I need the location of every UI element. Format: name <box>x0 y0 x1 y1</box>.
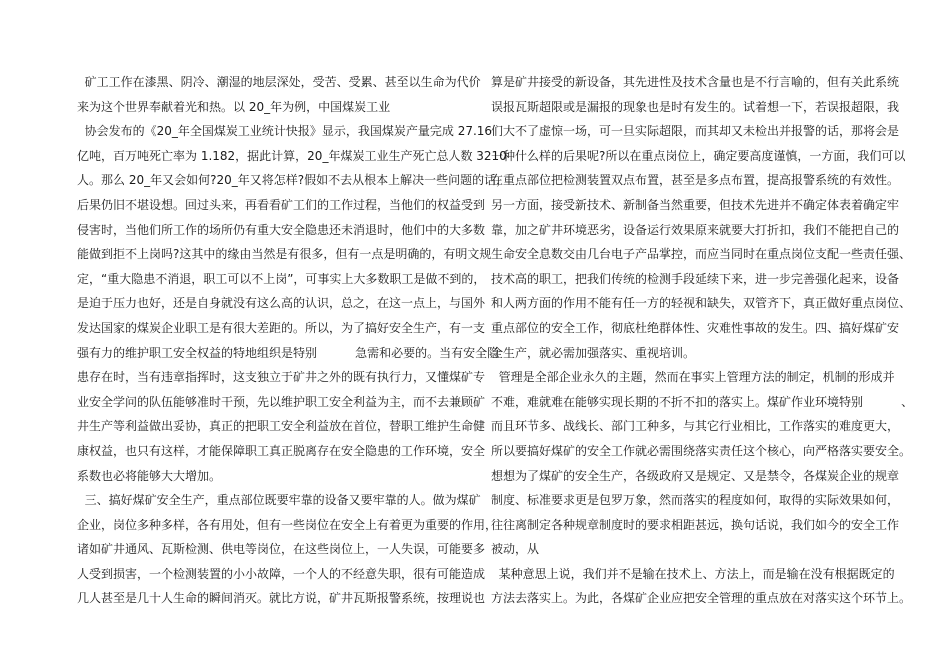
text-line: 是迫于压力也好，还是自身就没有这么高的认识，总之，在这一点上，与国外 <box>77 296 486 311</box>
text-line: 来为这个世界奉献着光和热。以 20_年为例，中国煤炭工业 <box>77 99 391 114</box>
text-line: 人受到损害，一个检测装置的小小故障，一个人的不经意失职，很有可能造成 <box>77 566 486 581</box>
text-line: 人。那么 20_年又会如何?20_年又将怎样?假如不去从根本上解决一些问题的话， <box>77 173 509 188</box>
right-text-column <box>491 70 914 611</box>
text-line: 矿工工作在漆黑、阴冷、潮湿的地层深处，受苦、受累、甚至以生命为代价 <box>77 75 481 89</box>
left-text-column <box>77 70 509 611</box>
text-line: 三、搞好煤矿安全生产，重点部位既要牢靠的设备又要牢靠的人。做为煤矿 <box>77 493 481 508</box>
text-line: 靠，加之矿井环境恶劣，设备运行效果原来就要大打折扣，我们不能把自己的 <box>491 222 900 237</box>
text-line: 一种什么样的后果呢?所以在重点岗位上，确定要高度谨慎，一方面，我们可以 <box>491 148 906 163</box>
text-line: 所以要搞好煤矿的安全工作就必需围绕落实责任这个核心，向严格落实要安全。 <box>491 443 912 458</box>
text-line: 定，“重大隐患不消退，职工可以不上岗”，可事实上大多数职工是做不到的， <box>77 271 486 286</box>
text-line: 业安全学问的队伍能够准时干预，先以维护职工安全利益为主，而不去兼顾矿 <box>77 394 486 409</box>
text-line: 管理是全部企业永久的主题，然而在事实上管理方法的制定，机制的形成并 <box>491 370 895 385</box>
text-line: 诸如矿井通风、瓦斯检测、供电等岗位，在这些岗位上，一人失误，可能要多 <box>77 542 486 557</box>
text-line: 不难，难就难在能够实现长期的不折不扣的落实上。煤矿作业环境特别 、 <box>491 394 914 409</box>
text-line: 技术高的职工，把我们传统的检测手段延续下来，进一步完善强化起来，设备 <box>491 271 900 286</box>
text-line: 想想为了煤矿的安全生产，各级政府又是规定、又是禁令，各煤炭企业的规章 <box>491 468 900 483</box>
text-line: 系数也必将能够大大增加。 <box>77 468 222 483</box>
text-line: 某种意思上说，我们并不是输在技术上、方法上，而是输在没有根据既定的 <box>491 566 895 581</box>
text-line: 误报瓦斯超限或是漏报的现象也是时有发生的。试着想一下，若误报超限，我 <box>491 99 900 114</box>
text-line: 侵害时，当他们所工作的场所仍有重大安全隐患还未消退时，他们中的大多数 <box>77 222 486 237</box>
text-line: 被动，从 <box>491 542 540 557</box>
text-line: 发达国家的煤炭企业职工是有很大差距的。所以，为了搞好安全生产，有一支 <box>77 320 486 335</box>
text-line: 几人甚至是几十人生命的瞬间消灭。就比方说，矿井瓦斯报警系统，按理说也 <box>77 591 486 606</box>
text-line: 能做到拒不上岗吗?这其中的缘由当然是有很多，但有一点是明确的，有明文规 <box>77 247 492 262</box>
text-line: 方法去落实上。为此，各煤矿企业应把安全管理的重点放在对落实这个环节上。 <box>491 591 912 606</box>
text-line: 往往离制定各种规章制度时的要求相距甚远，换句话说，我们如今的安全工作 <box>491 517 900 532</box>
text-line: 另一方面，接受新技术、新制备当然重要，但技术先进并不确定体表着确定牢 <box>491 197 900 212</box>
text-line: 生命安全息数交由几台电子产品掌控，而应当同时在重点岗位支配一些责任强、 <box>491 247 912 262</box>
text-line: 制度、标准要求更是包罗万象，然而落实的程度如何，取得的实际效果如何， <box>491 493 900 508</box>
text-line: 们大不了虚惊一场，可一旦实际超限，而其却又未检出并报警的话，那将会是 <box>491 124 900 139</box>
text-line: 后果仍旧不堪设想。回过头来，再看看矿工们的工作过程，当他们的权益受到 <box>77 197 486 212</box>
text-line: 而且环节多、战线长、部门工种多，与其它行业相比，工作落实的难度更大， <box>491 419 900 434</box>
text-line: 亿吨，百万吨死亡率为 1.182，据此计算，20_年煤炭工业生产死亡总人数 3210 <box>77 148 507 163</box>
text-line: 康权益，也只有这样，才能保障职工真正脱离存在安全隐患的工作环境，安全 <box>77 443 486 458</box>
text-line: 强有力的维护职工安全权益的特地组织是特别 急需和必要的。当有安全隐 <box>77 345 500 360</box>
text-line: 井生产等利益做出妥协，真正的把职工安全利益放在首位，替职工维护生命健 <box>77 419 486 434</box>
text-line: 协会发布的《20_年全国煤炭工业统计快报》显示，我国煤炭产量完成 27.16 <box>77 124 493 139</box>
text-line: 患存在时，当有违章指挥时，这支独立于矿井之外的既有执行力，又懂煤矿专 <box>77 370 486 385</box>
text-line: 算是矿井接受的新设备，其先进性及技术含量也是不行言喻的，但有关此系统 <box>491 75 900 89</box>
text-line: 和人两方面的作用不能有任一方的轻视和缺失，双管齐下，真正做好重点岗位、 <box>491 296 912 311</box>
text-line: 全生产，就必需加强落实、重视培训。 <box>491 345 696 360</box>
text-line: 在重点部位把检测装置双点布置，甚至是多点布置，提高报警系统的有效性。 <box>491 173 900 188</box>
text-line: 重点部位的安全工作，彻底杜绝群体性、灾难性事故的发生。四、搞好煤矿安 <box>491 320 900 335</box>
text-line: 企业，岗位多种多样，各有用处，但有一些岗位在安全上有着更为重要的作用， <box>77 517 498 532</box>
